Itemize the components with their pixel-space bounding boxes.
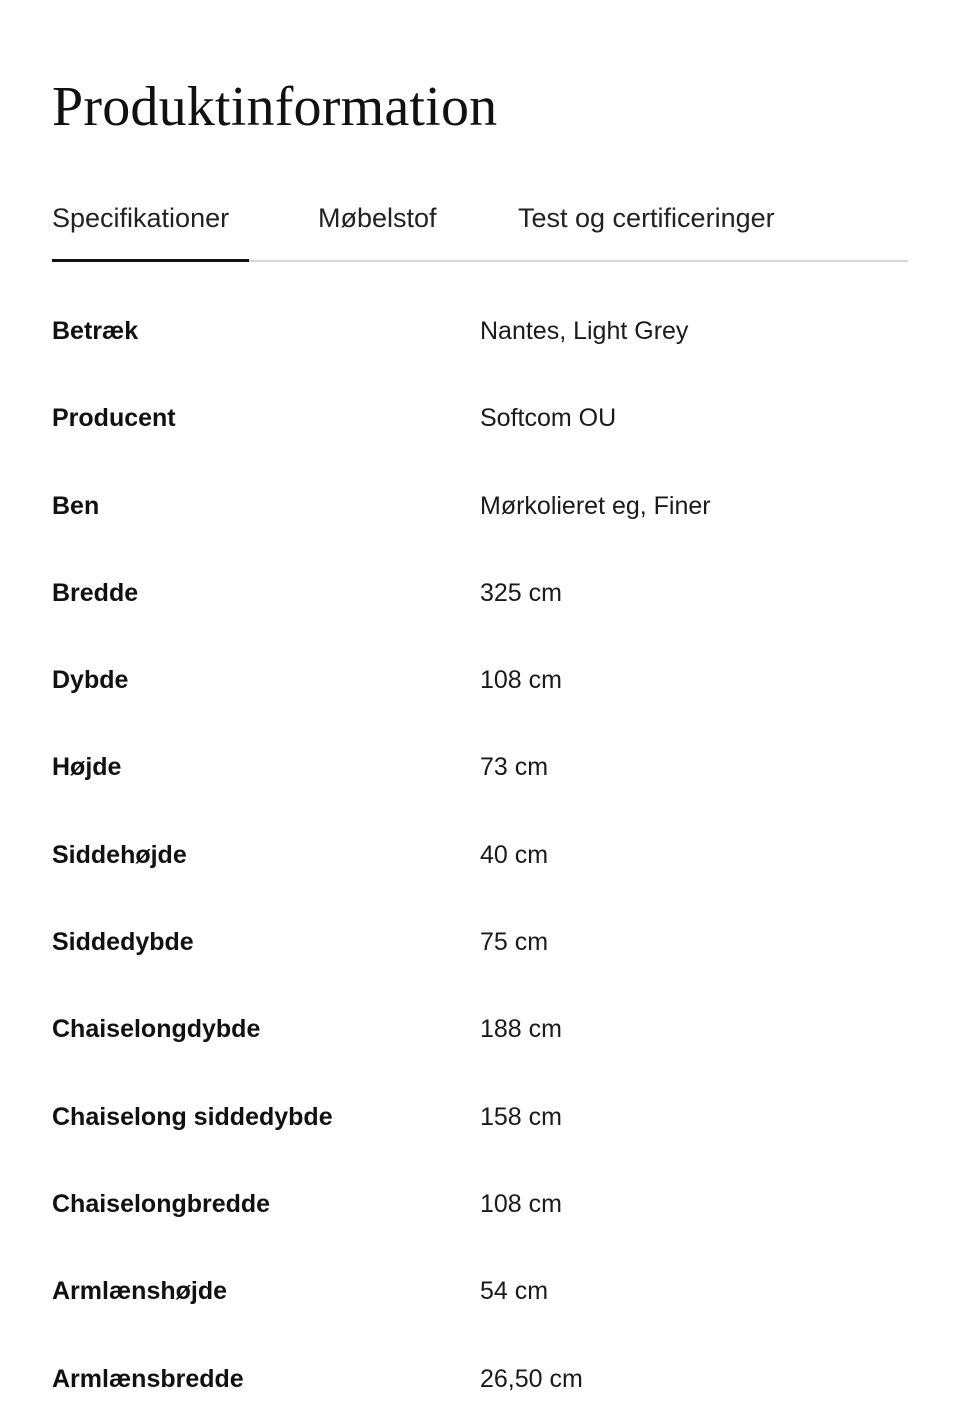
spec-label: Armlænsbredde [52, 1364, 244, 1393]
spec-value: 108 cm [480, 1189, 562, 1218]
spec-label: Betræk [52, 317, 139, 345]
spec-label: Højde [52, 753, 122, 782]
spec-row [52, 550, 908, 637]
tab-test-og-certificeringer[interactable]: Test og certificeringer [518, 203, 775, 233]
spec-row [52, 812, 908, 899]
spec-row [52, 463, 908, 550]
spec-value: Softcom OU [480, 404, 617, 433]
spec-label: Chaiselong siddedybde [52, 1102, 333, 1131]
spec-row [52, 724, 908, 811]
spec-value: Nantes, Light Grey [480, 317, 689, 345]
page-title: Produktinformation [52, 76, 498, 138]
spec-label: Bredde [52, 578, 139, 607]
spec-value: Mørkolieret eg, Finer [480, 491, 711, 520]
spec-value: 54 cm [480, 1277, 549, 1306]
spec-row [52, 899, 908, 986]
spec-label: Producent [52, 404, 176, 433]
spec-label: Chaiselongdybde [52, 1015, 261, 1044]
spec-label: Dybde [52, 666, 129, 695]
spec-value: 40 cm [480, 840, 549, 869]
spec-value: 158 cm [480, 1102, 562, 1131]
spec-row [52, 986, 908, 1073]
spec-value: 26,50 cm [480, 1364, 583, 1393]
spec-value: 188 cm [480, 1015, 562, 1044]
spec-label: Siddehøjde [52, 840, 187, 869]
spec-table [52, 288, 908, 1423]
spec-row [52, 288, 908, 375]
spec-value: 75 cm [480, 928, 549, 957]
tab-specifikationer[interactable]: Specifikationer [52, 203, 230, 233]
spec-row [52, 375, 908, 462]
spec-label: Ben [52, 491, 100, 520]
tab-mobelstof[interactable]: Møbelstof [318, 203, 437, 233]
spec-label: Chaiselongbredde [52, 1189, 271, 1218]
tab-bar [52, 196, 908, 262]
spec-value: 108 cm [480, 666, 562, 695]
active-tab-indicator [52, 259, 249, 262]
spec-row [52, 1336, 908, 1423]
spec-value: 73 cm [480, 753, 549, 782]
spec-row [52, 1248, 908, 1335]
spec-row [52, 1074, 908, 1161]
spec-row [52, 637, 908, 724]
spec-value: 325 cm [480, 578, 562, 607]
spec-label: Armlænshøjde [52, 1277, 228, 1306]
spec-row [52, 1161, 908, 1248]
spec-label: Siddedybde [52, 928, 194, 957]
